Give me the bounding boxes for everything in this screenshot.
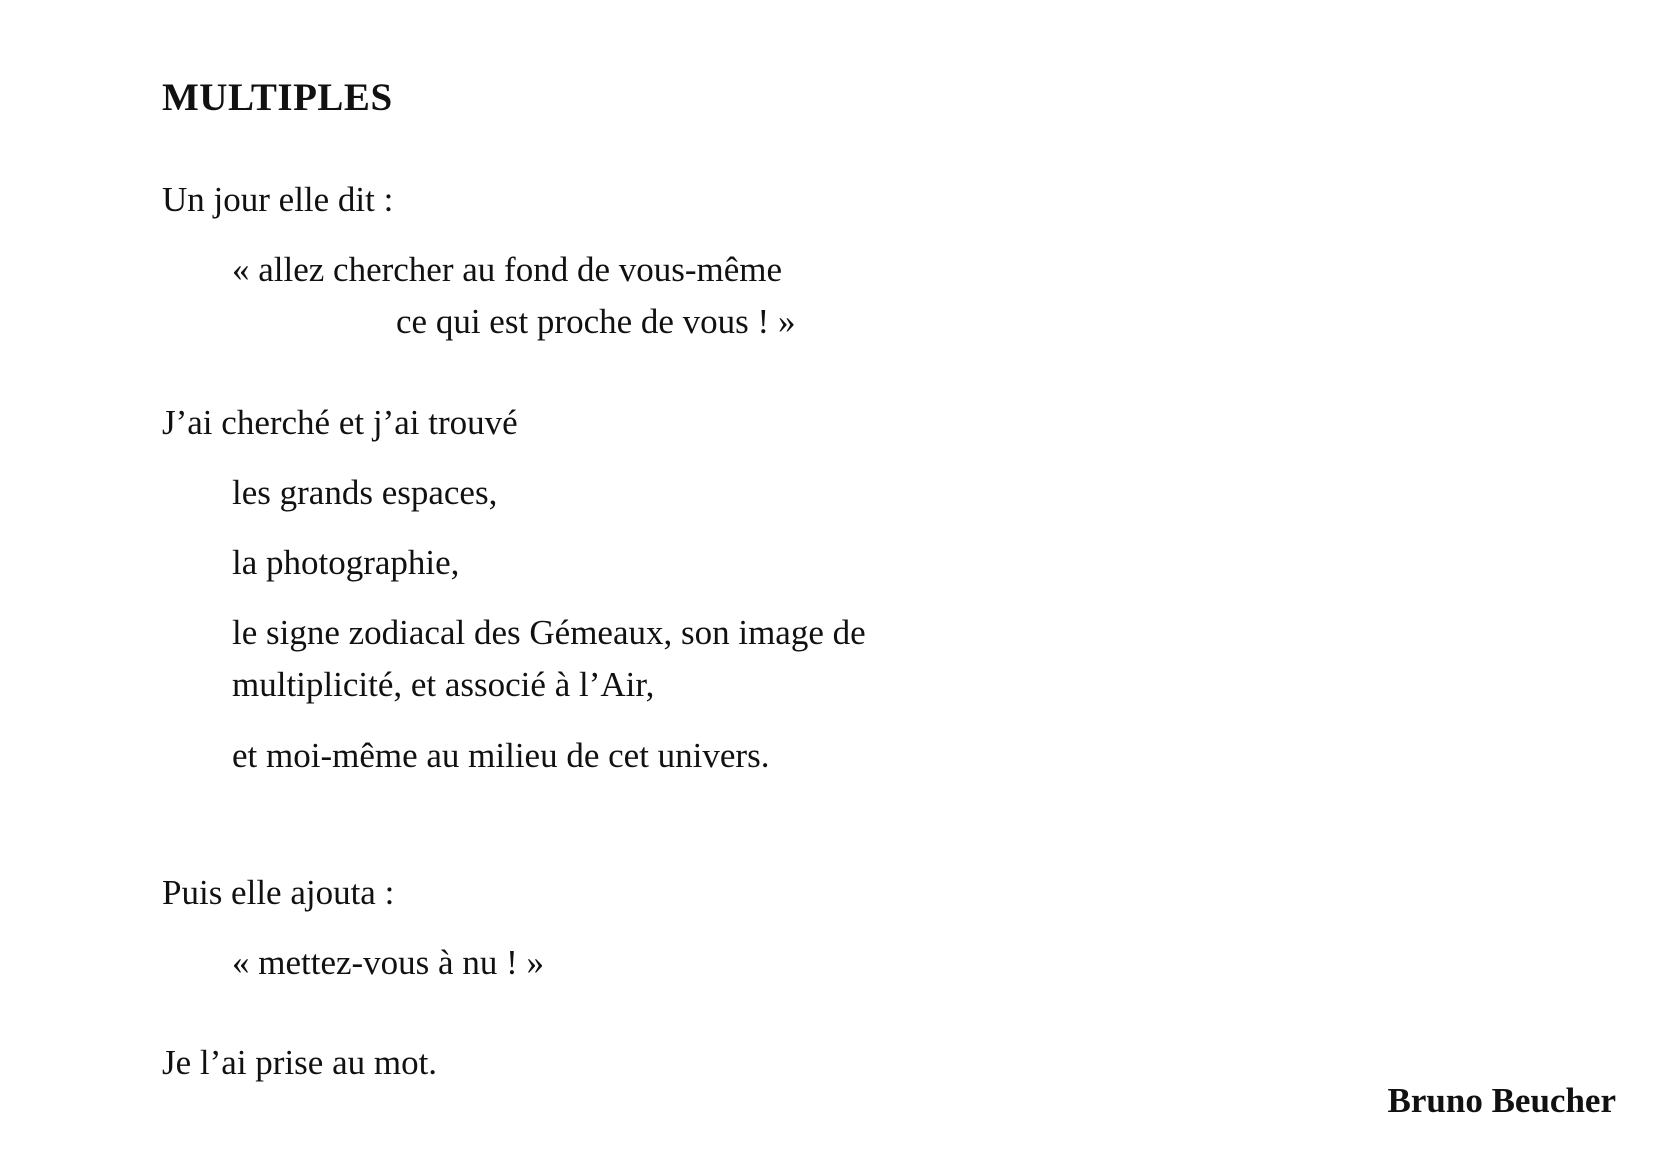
author-signature: Bruno Beucher: [1387, 1081, 1616, 1120]
poem-line: Un jour elle dit :: [162, 180, 394, 219]
poem-line: multiplicité, et associé à l’Air,: [232, 665, 655, 704]
poem-line: et moi-même au milieu de cet univers.: [232, 736, 770, 775]
poem-line: « allez chercher au fond de vous-même: [232, 250, 783, 289]
poem-line: J’ai cherché et j’ai trouvé: [162, 403, 518, 442]
poem-title: MULTIPLES: [162, 76, 393, 119]
poem-line: la photographie,: [232, 543, 460, 582]
poem-line: ce qui est proche de vous ! »: [396, 302, 796, 341]
poem-line: « mettez-vous à nu ! »: [232, 943, 544, 982]
poem-line: le signe zodiacal des Gémeaux, son image de: [232, 613, 866, 652]
poem-line: les grands espaces,: [232, 473, 498, 512]
poem-line: Puis elle ajouta :: [162, 873, 395, 912]
poem-line: Je l’ai prise au mot.: [162, 1043, 438, 1082]
